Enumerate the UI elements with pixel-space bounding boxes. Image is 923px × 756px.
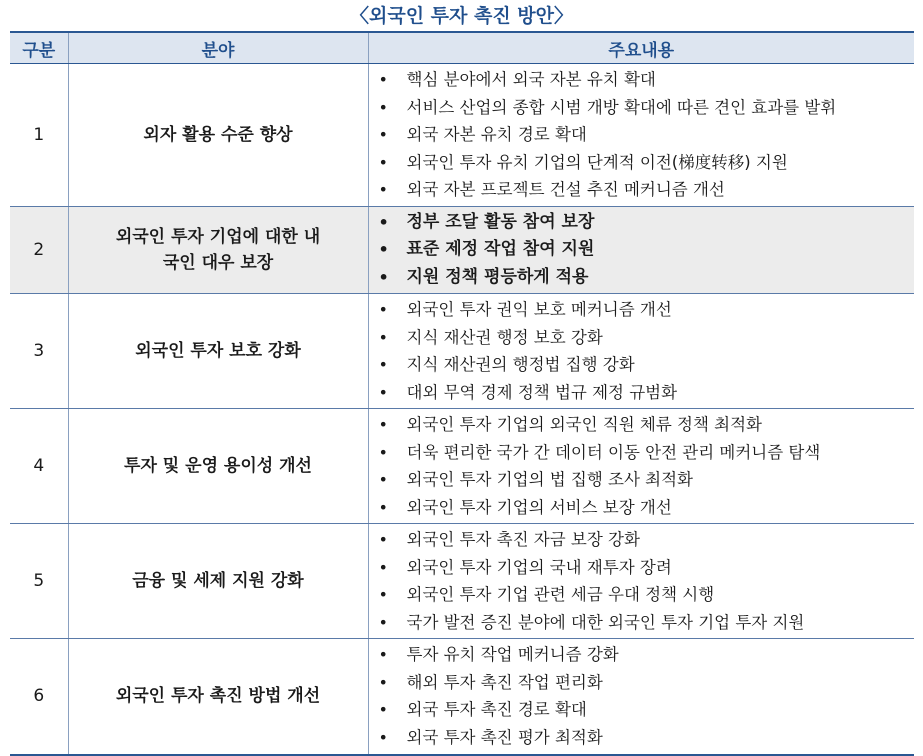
list-item: • 외국인 투자 기업의 국내 재투자 장려 bbox=[379, 554, 915, 582]
row-number: 2 bbox=[10, 206, 68, 294]
row-number: 4 bbox=[10, 409, 68, 524]
row-items bbox=[379, 209, 915, 292]
list-item: • 대외 무역 경제 정책 법규 제정 규범화 bbox=[379, 379, 915, 407]
promotion-table bbox=[10, 31, 914, 756]
row-area: 외국인 투자 보호 강화 bbox=[68, 294, 368, 409]
row-area: 외자 활용 수준 향상 bbox=[68, 64, 368, 207]
row-number: 1 bbox=[10, 64, 68, 207]
row-items bbox=[379, 641, 915, 751]
row-number: 5 bbox=[10, 524, 68, 639]
list-item: • 지식 재산권의 행정법 집행 강화 bbox=[379, 351, 915, 379]
row-items bbox=[379, 66, 915, 204]
row-number: 6 bbox=[10, 639, 68, 755]
row-items bbox=[379, 296, 915, 406]
row-area: 투자 및 운영 용이성 개선 bbox=[68, 409, 368, 524]
list-item: • 핵심 분야에서 외국 자본 유치 확대 bbox=[379, 66, 915, 94]
list-item: • 서비스 산업의 종합 시범 개방 확대에 따른 견인 효과를 발휘 bbox=[379, 94, 915, 122]
list-item: • 더욱 편리한 국가 간 데이터 이동 안전 관리 메커니즘 탐색 bbox=[379, 439, 915, 467]
list-item: • 외국 자본 프로젝트 건설 추진 메커니즘 개선 bbox=[379, 176, 915, 204]
table-row bbox=[10, 294, 914, 409]
row-area: 외국인 투자 촉진 방법 개선 bbox=[68, 639, 368, 755]
header-category: 구분 bbox=[10, 32, 68, 64]
table-row bbox=[10, 524, 914, 639]
table-row bbox=[10, 206, 914, 294]
row-items bbox=[379, 526, 915, 636]
row-area: 외국인 투자 기업에 대한 내국인 대우 보장 bbox=[68, 206, 368, 294]
table-row bbox=[10, 639, 914, 755]
list-item: • 지식 재산권 행정 보호 강화 bbox=[379, 324, 915, 352]
header-row bbox=[10, 32, 914, 64]
table-row bbox=[10, 409, 914, 524]
list-item: • 외국 투자 촉진 평가 최적화 bbox=[379, 724, 915, 752]
header-contents: 주요내용 bbox=[368, 32, 914, 64]
list-item: • 외국 투자 촉진 경로 확대 bbox=[379, 696, 915, 724]
list-item: • 정부 조달 활동 참여 보장 bbox=[379, 209, 915, 237]
list-item: • 국가 발전 증진 분야에 대한 외국인 투자 기업 투자 지원 bbox=[379, 609, 915, 637]
list-item: • 투자 유치 작업 메커니즘 강화 bbox=[379, 641, 915, 669]
row-area: 금융 및 세제 지원 강화 bbox=[68, 524, 368, 639]
header-area: 분야 bbox=[68, 32, 368, 64]
list-item: • 외국인 투자 기업의 법 집행 조사 최적화 bbox=[379, 466, 915, 494]
list-item: • 외국인 투자 기업의 서비스 보장 개선 bbox=[379, 494, 915, 522]
list-item: • 외국인 투자 유치 기업의 단계적 이전(梯度转移) 지원 bbox=[379, 149, 915, 177]
row-items bbox=[379, 411, 915, 521]
list-item: • 지원 정책 평등하게 적용 bbox=[379, 264, 915, 292]
list-item: • 외국인 투자 기업 관련 세금 우대 정책 시행 bbox=[379, 581, 915, 609]
list-item: • 해외 투자 촉진 작업 편리화 bbox=[379, 669, 915, 697]
table-title: 〈외국인 투자 촉진 방안〉 bbox=[349, 5, 574, 27]
list-item: • 외국인 투자 권익 보호 메커니즘 개선 bbox=[379, 296, 915, 324]
list-item: • 외국인 투자 촉진 자금 보장 강화 bbox=[379, 526, 915, 554]
list-item: • 외국인 투자 기업의 외국인 직원 체류 정책 최적화 bbox=[379, 411, 915, 439]
list-item: • 표준 제정 작업 참여 지원 bbox=[379, 236, 915, 264]
table-row bbox=[10, 64, 914, 207]
list-item: • 외국 자본 유치 경로 확대 bbox=[379, 121, 915, 149]
row-number: 3 bbox=[10, 294, 68, 409]
